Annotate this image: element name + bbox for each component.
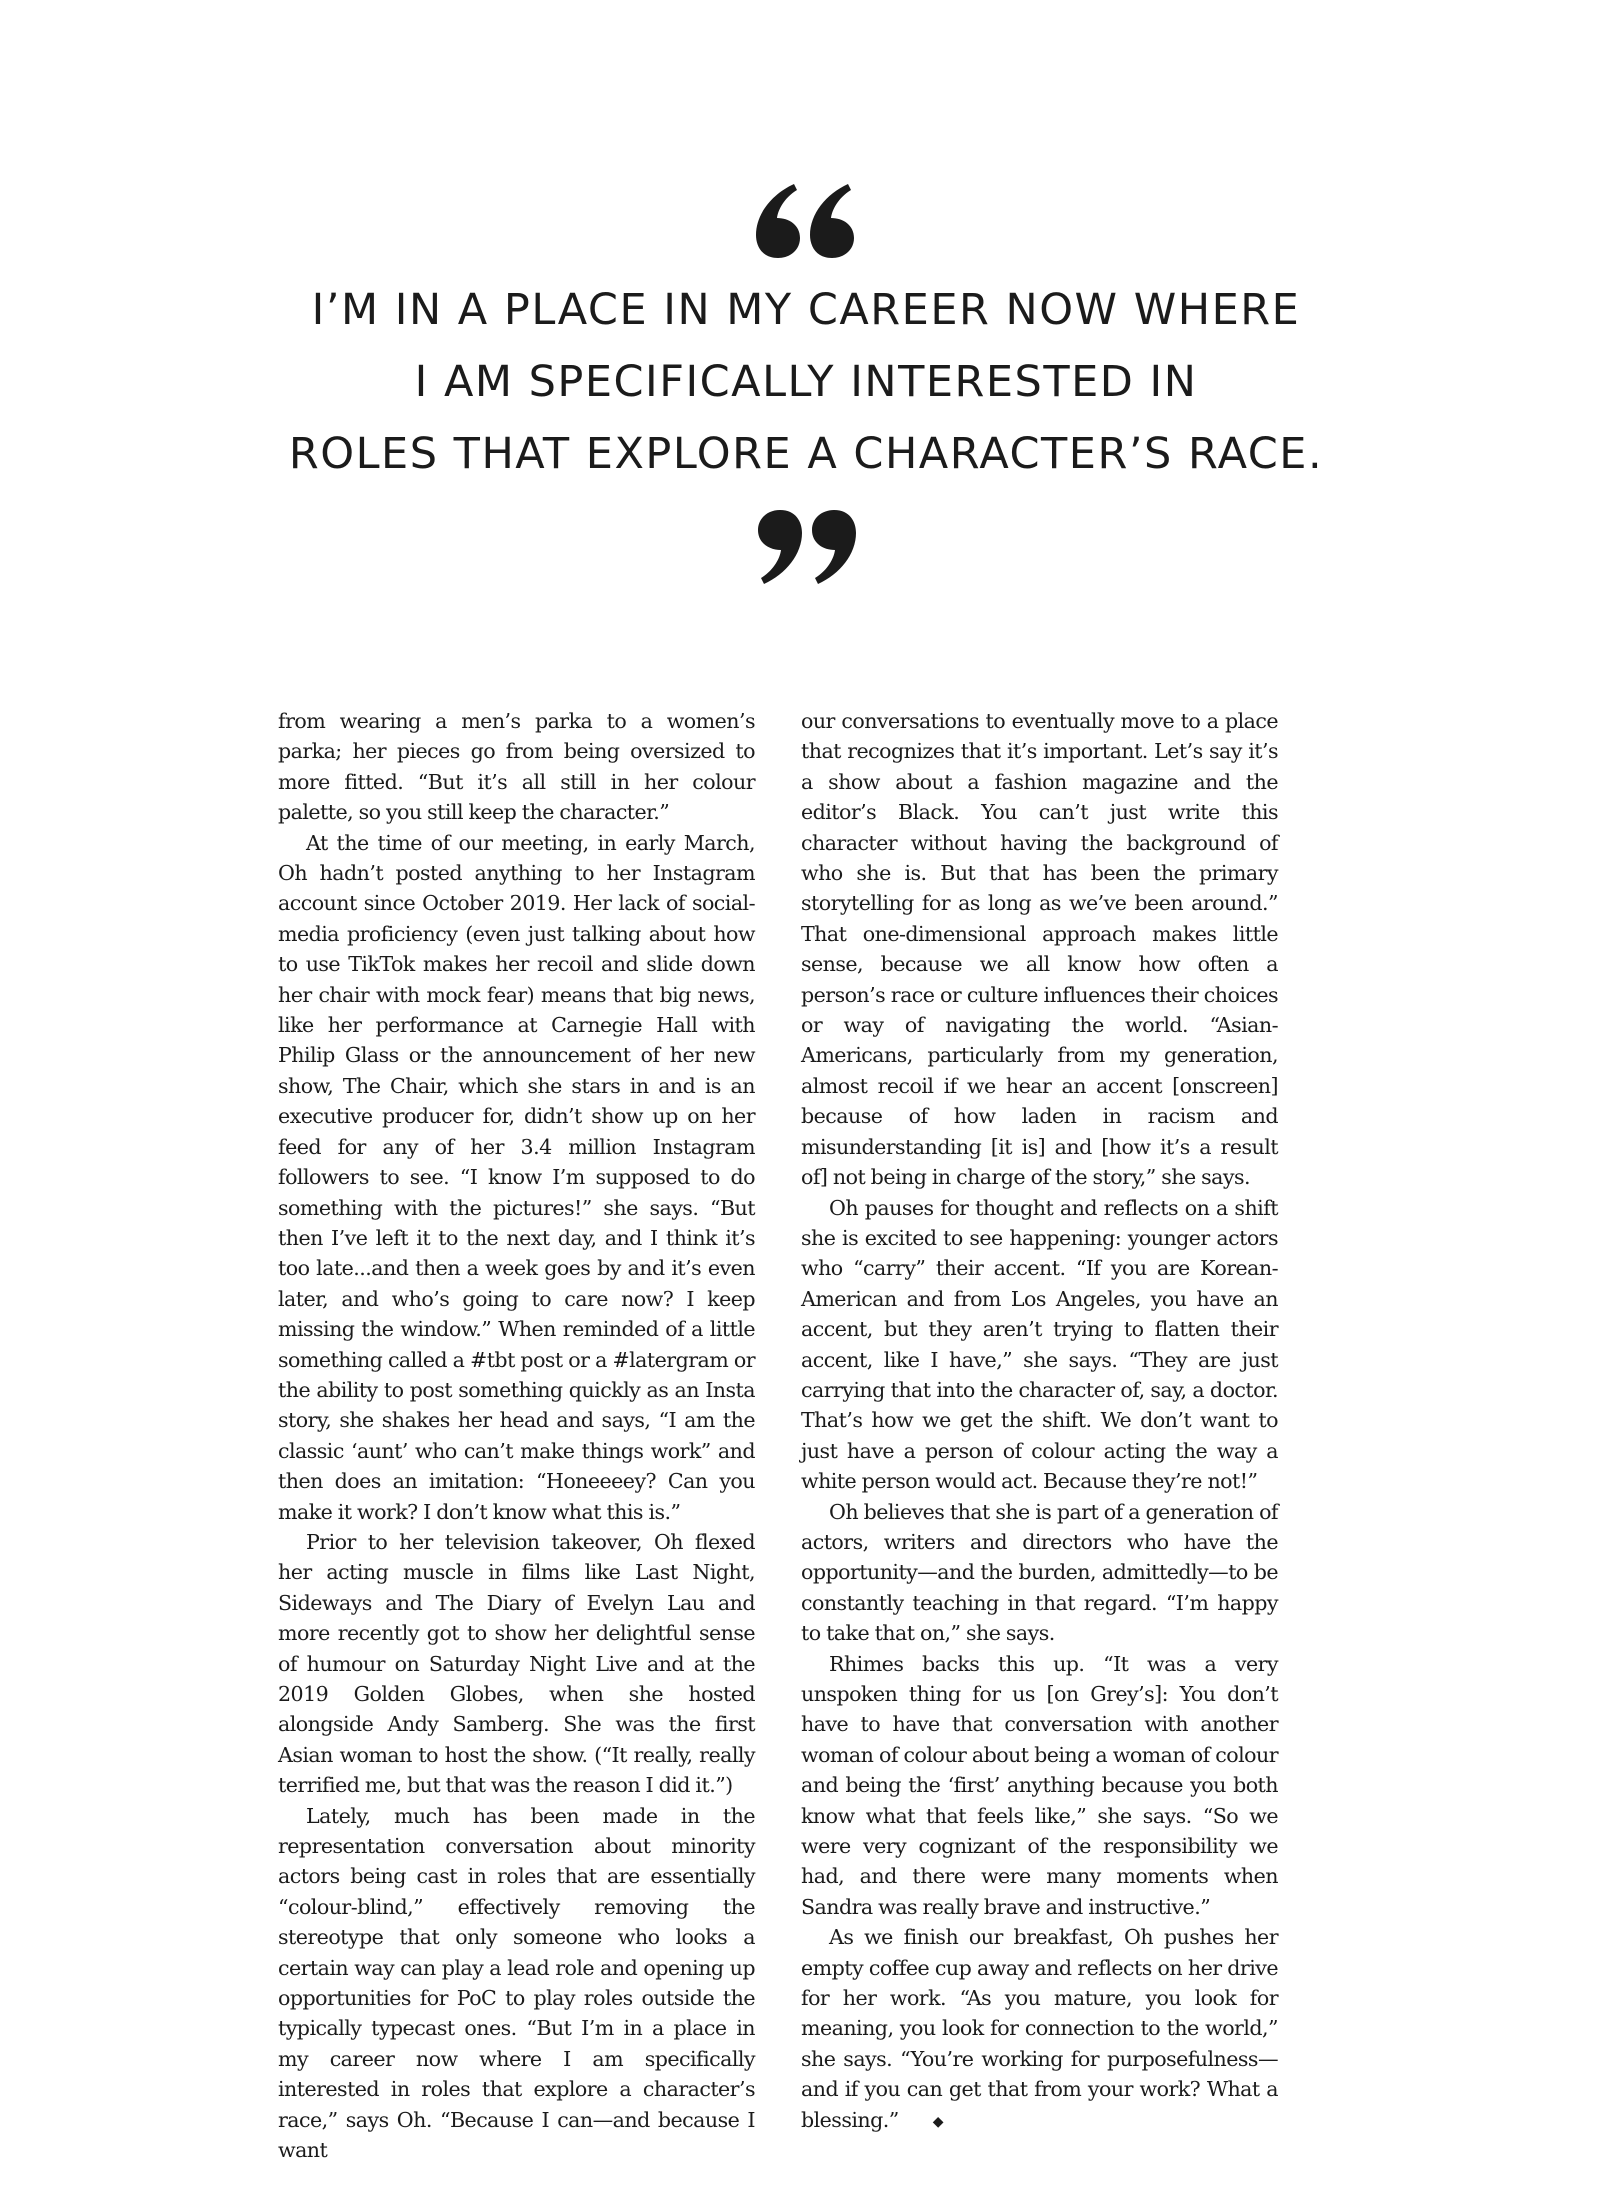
- paragraph-final-text: As we finish our breakfast, Oh pushes her empty coffee cup away and reflects on her drive for her work. “As you mature, you look for meaning, you look for connection to the world,” she says. “You’re working for purposefulness—and if you can get that from your work? What a blessing.”: [801, 1925, 1278, 2132]
- pull-quote-line: I’M IN A PLACE IN MY CAREER NOW WHERE: [311, 285, 1301, 335]
- paragraph: our conversations to eventually move to a place that recognizes that it’s important. Let’s say it’s a show about a fashion magazine and the editor’s Black. You can’t just write this character without having the background of who she is. But that has been the primary storytelling for as long as we’ve been around.” That one-dimensional approach makes little sense, because we all know how often a person’s race or culture influences their choices or way of navigating the world. “Asian-Americans, particularly from my generation, almost recoil if we hear an accent [onscreen] because of how laden in racism and misunderstanding [it is] and [how it’s a result of] not being in charge of the story,” she says.: [801, 709, 1278, 1190]
- paragraph: Prior to her television takeover, Oh flexed her acting muscle in films like Last Night, Sideways and The Diary of Evelyn Lau and more recently got to show her delightful sense of humour on Saturday Night Live and at the 2019 Golden Globes, when she hosted alongside Andy Samberg. She was the first Asian woman to host the show. (“It really, really terrified me, but that was the reason I did it.”): [278, 1529, 755, 1798]
- paragraph: Lately, much has been made in the representation conversation about minority actors being cast in roles that are essentially “colour-blind,” effectively removing the stereotype that only someone who looks a certain way can play a lead role and opening up opportunities for PoC to play roles outside the typically typecast ones. “But I’m in a place in my career now where I am specifically interested in roles that explore a character’s race,” says Oh. “Because I can—and because I want: [278, 1803, 755, 2163]
- left-column: [278, 706, 755, 2166]
- paragraph: At the time of our meeting, in early March, Oh hadn’t posted anything to her Instagram account since October 2019. Her lack of social-media proficiency (even just talking about how to use TikTok makes her recoil and slide down her chair with mock fear) means that big news, like her performance at Carnegie Hall with Philip Glass or the announcement of her new show, The Chair, which she stars in and is an executive producer for, didn’t show up on her feed for any of her 3.4 million Instagram followers to see. “I know I’m supposed to do something with the pictures!” she says. “But then I’ve left it to the next day, and I think it’s too late...and then a week goes by and it’s even later, and who’s going to care now? I keep missing the window.” When reminded of a little something called a #tbt post or a #latergram or the ability to post something quickly as an Insta story, she shakes her head and says, “I am the classic ‘aunt’ who can’t make things work” and then does an imitation: “Honeeeey? Can you make it work? I don’t know what this is.”: [278, 830, 755, 1524]
- pull-quote-line: I AM SPECIFICALLY INTERESTED IN: [414, 357, 1198, 407]
- paragraph: Oh believes that she is part of a generation of actors, writers and directors who have the opportunity—and the burden, admittedly—to be constantly teaching in that regard. “I’m happy to take that on,” she says.: [801, 1499, 1278, 1646]
- pull-quote-text: [0, 274, 1612, 490]
- article-body: [278, 706, 1278, 2166]
- open-quote-icon: [756, 180, 856, 260]
- paragraph: Oh pauses for thought and reflects on a shift she is excited to see happening: younger actors who “carry” their accent. “If you are Korean-American and from Los Angeles, you have an accent, but they aren’t trying to flatten their accent, like I have,” she says. “They are just carrying that into the character of, say, a doctor. That’s how we get the shift. We don’t want to just have a person of colour acting the way a white person would act. Because they’re not!”: [801, 1195, 1278, 1494]
- pull-quote: [0, 180, 1612, 588]
- paragraph: Rhimes backs this up. “It was a very unspoken thing for us [on Grey’s]: You don’t have to have that conversation with another woman of colour about being a woman of colour and being the ‘first’ anything because you both know what that feels like,” she says. “So we were very cognizant of the responsibility we had, and there were many moments when Sandra was really brave and instructive.”: [801, 1651, 1278, 1919]
- paragraph-final: [801, 1922, 1278, 2137]
- pull-quote-line: ROLES THAT EXPLORE A CHARACTER’S RACE.: [288, 429, 1324, 479]
- end-diamond-icon: ◆: [932, 2113, 943, 2130]
- close-quote-icon: [756, 508, 856, 588]
- paragraph: from wearing a men’s parka to a women’s parka; her pieces go from being oversized to more fitted. “But it’s all still in her colour palette, so you still keep the character.”: [278, 709, 755, 825]
- right-column: [801, 706, 1278, 2166]
